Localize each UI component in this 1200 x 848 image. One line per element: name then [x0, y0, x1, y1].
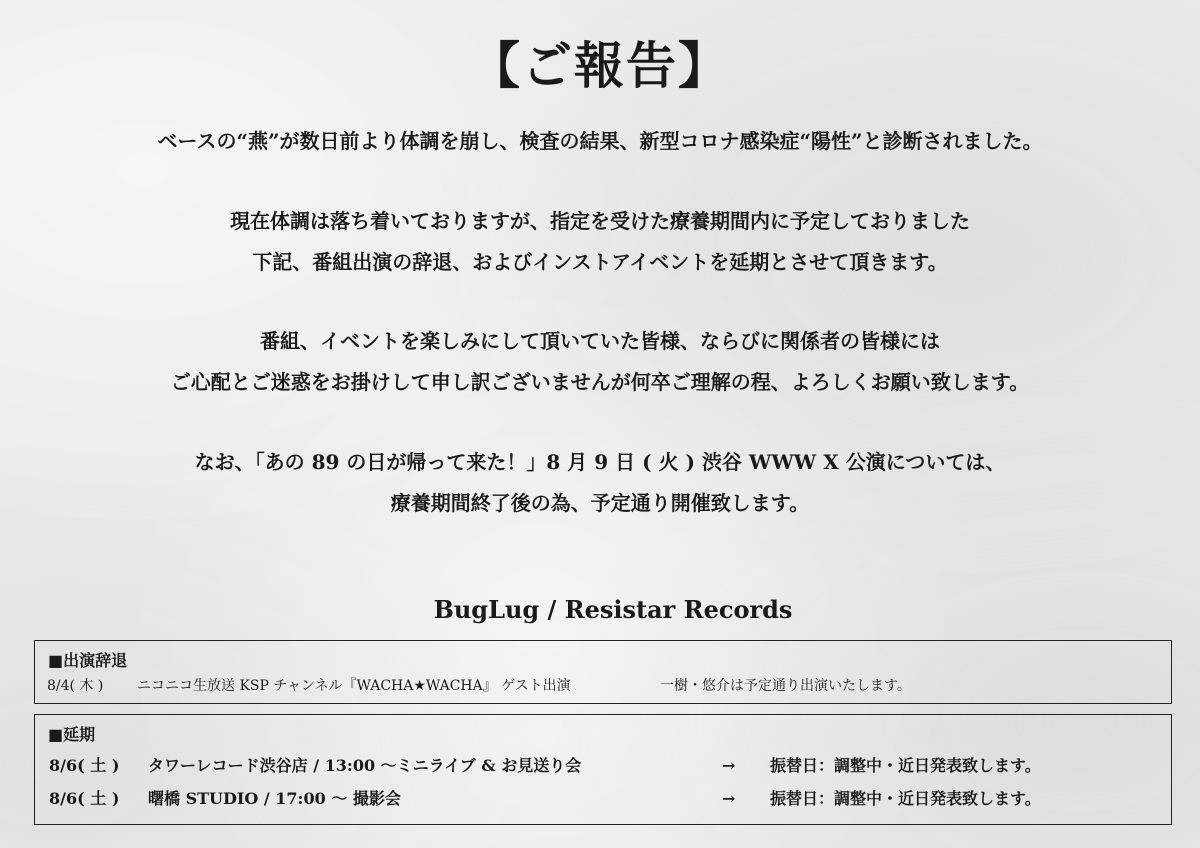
withdrawal-note: 一樹・悠介は予定通り出演いたします。	[660, 678, 911, 694]
withdrawal-box	[34, 640, 1172, 704]
notice-line-postponement: 下記、番組出演の辞退、およびインストアイベントを延期とさせて頂きます。	[252, 250, 948, 274]
postponed-date: 8/6( 土 )	[49, 789, 120, 808]
postponed-date: 8/6( 土 )	[49, 756, 120, 775]
postponed-heading: ■延期	[48, 725, 96, 744]
arrow-icon: →	[722, 789, 736, 808]
notice-line-concert-2: 療養期間終了後の為、予定通り開催致します。	[390, 491, 810, 515]
notice-line-condition: 現在体調は落ち着いておりますが、指定を受けた療養期間内に予定しておりました	[230, 209, 970, 233]
postponed-reschedule: 振替日：調整中・近日発表致します。	[770, 756, 1041, 775]
postponed-box	[34, 714, 1172, 825]
postponed-event: 曙橋 STUDIO / 17:00 〜 撮影会	[148, 789, 401, 808]
withdrawal-program: ニコニコ生放送 KSP チャンネル『WACHA★WACHA』 ゲスト出演	[137, 678, 571, 694]
notice-line-apology-1: 番組、イベントを楽しみにして頂いていた皆様、ならびに関係者の皆様には	[260, 329, 940, 353]
withdrawal-date: 8/4( 木 )	[47, 678, 104, 694]
postponed-event: タワーレコード渋谷店 / 13:00 〜ミニライブ & お見送り会	[148, 756, 582, 775]
band-label: BugLug / Resistar Records	[433, 595, 793, 624]
page-title: 【ご報告】	[470, 36, 730, 95]
notice-line-apology-2: ご心配とご迷惑をお掛けして申し訳ございませんが何卒ご理解の程、よろしくお願い致します。	[170, 370, 1030, 394]
notice-line-diagnosis: ベースの“燕”が数日前より体調を崩し、検査の結果、新型コロナ感染症“陽性”と診断されました。	[157, 129, 1043, 153]
notice-line-concert-1: なお、「あの 89 の日が帰って来た！」8 月 9 日 ( 火 ) 渋谷 WWW X 公演については、	[194, 450, 1006, 474]
postponed-reschedule: 振替日：調整中・近日発表致します。	[770, 789, 1041, 808]
withdrawal-heading: ■出演辞退	[48, 651, 128, 670]
arrow-icon: →	[722, 756, 736, 775]
